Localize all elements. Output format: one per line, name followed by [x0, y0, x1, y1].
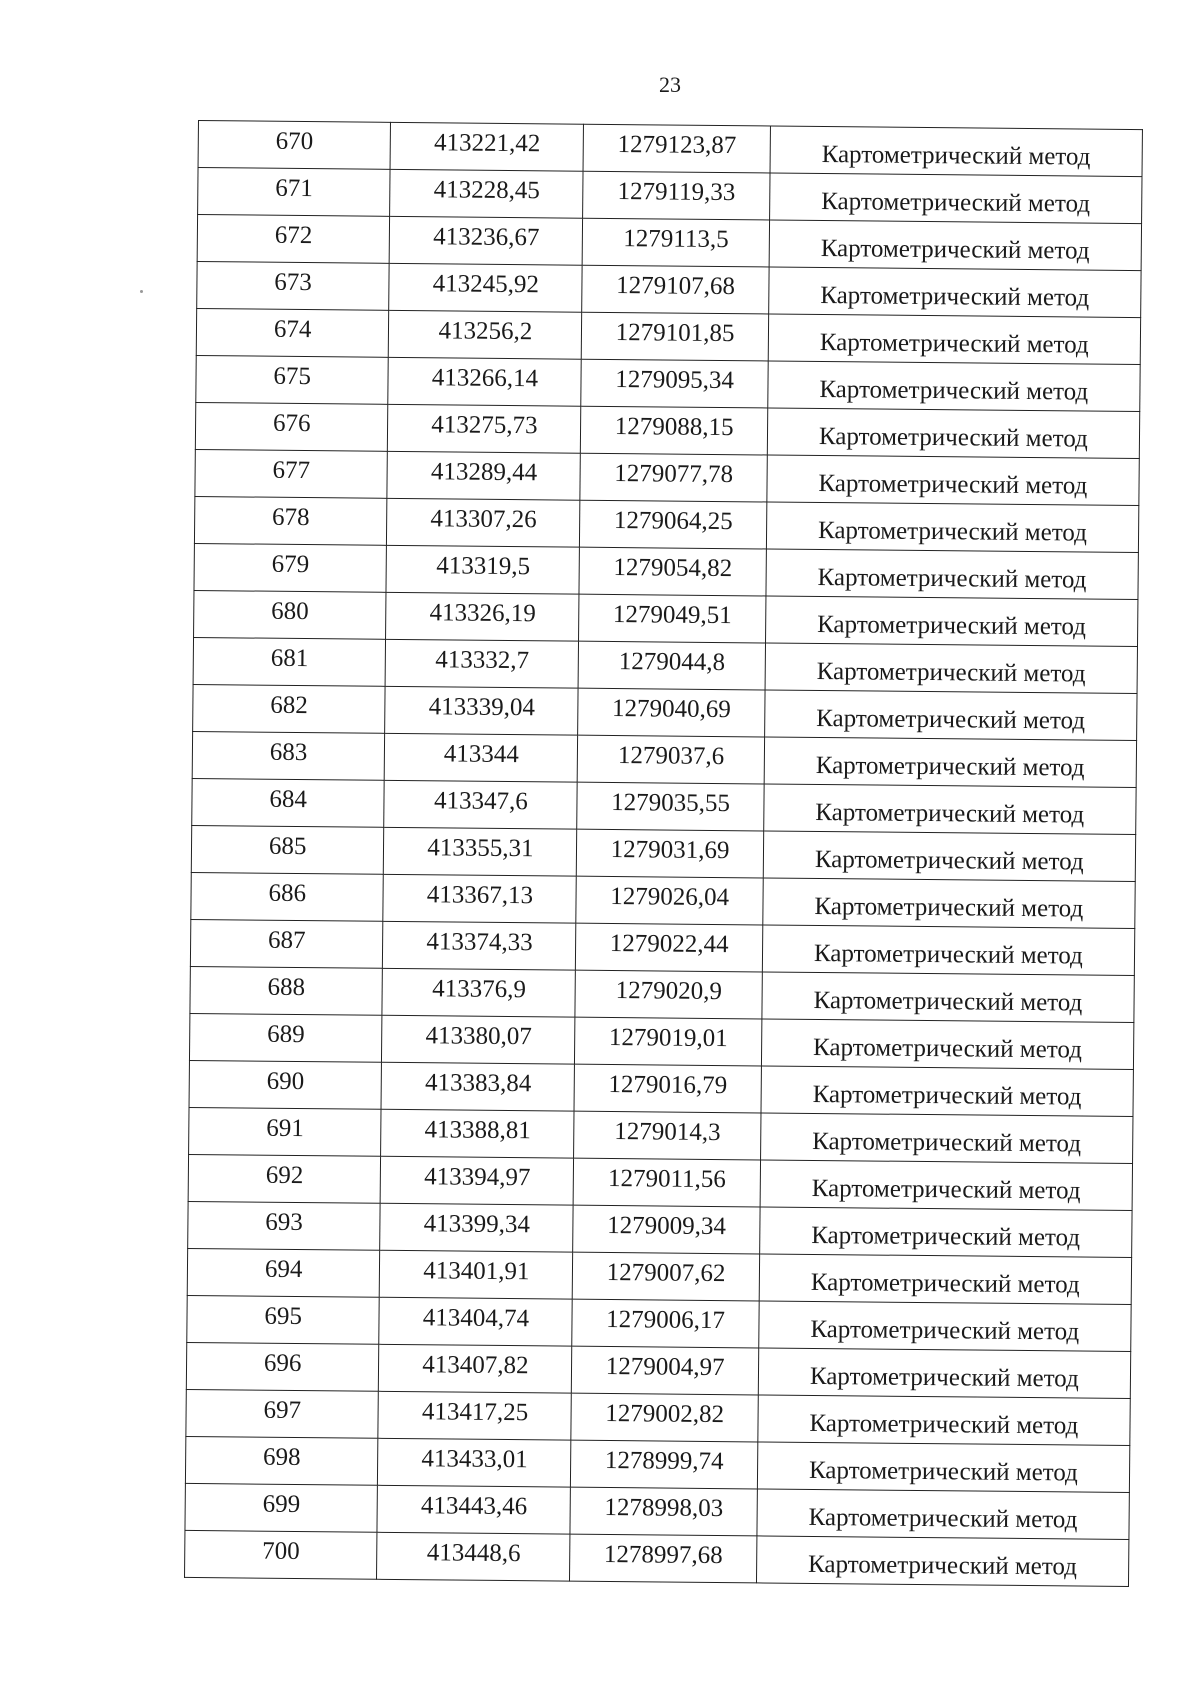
x-coordinate-cell — [388, 404, 582, 453]
y-coordinate-cell-text: 1279119,33 — [617, 177, 736, 206]
method-cell — [765, 643, 1138, 694]
method-cell-text: Картометрический метод — [809, 1362, 1079, 1393]
x-coordinate-cell-text: 413339,04 — [428, 692, 536, 721]
x-coordinate-cell — [382, 1015, 576, 1064]
x-coordinate-cell-text: 413394,97 — [424, 1162, 531, 1191]
y-coordinate-cell — [579, 547, 766, 596]
table-row — [185, 1530, 1129, 1586]
method-cell-text: Картометрический метод — [809, 1409, 1079, 1440]
y-coordinate-cell — [581, 406, 768, 455]
y-coordinate-cell-text: 1279107,68 — [616, 271, 736, 300]
method-cell-text: Картометрический метод — [814, 845, 1084, 876]
method-cell-text: Картометрический метод — [808, 1503, 1078, 1534]
point-number-cell — [185, 1436, 378, 1485]
scan-speck — [140, 290, 143, 293]
point-number-cell-text: 685 — [268, 832, 307, 860]
point-number-cell-text: 672 — [274, 221, 313, 249]
coordinates-table-body — [185, 121, 1143, 1587]
point-number-cell-text: 680 — [271, 597, 309, 625]
point-number-cell-text: 698 — [262, 1443, 301, 1471]
method-cell-text: Картометрический метод — [810, 1268, 1080, 1299]
method-cell — [758, 1395, 1131, 1446]
point-number-cell — [186, 1342, 379, 1391]
y-coordinate-cell — [573, 1252, 760, 1301]
point-number-cell — [190, 919, 383, 968]
method-cell-text: Картометрический метод — [813, 986, 1083, 1017]
y-coordinate-cell — [580, 453, 767, 502]
point-number-cell — [186, 1389, 379, 1438]
method-cell-text: Картометрический метод — [811, 1174, 1081, 1205]
y-coordinate-cell — [570, 1534, 757, 1583]
x-coordinate-cell-text: 413388,81 — [424, 1115, 531, 1144]
method-cell — [768, 314, 1141, 365]
x-coordinate-cell — [380, 1203, 574, 1252]
x-coordinate-cell-text: 413374,33 — [426, 927, 533, 956]
x-coordinate-cell — [385, 639, 579, 688]
method-cell — [763, 784, 1136, 835]
y-coordinate-cell-text: 1279040,69 — [611, 694, 731, 723]
x-coordinate-cell-text: 413236,67 — [433, 222, 540, 251]
y-coordinate-cell — [574, 1158, 761, 1207]
x-coordinate-cell — [389, 310, 583, 359]
x-coordinate-cell — [381, 1062, 575, 1111]
method-cell — [763, 878, 1136, 929]
y-coordinate-cell-text: 1279064,25 — [613, 506, 733, 535]
point-number-cell-text: 697 — [263, 1396, 302, 1424]
point-number-cell — [191, 825, 384, 874]
x-coordinate-cell-text: 413326,19 — [429, 598, 536, 627]
x-coordinate-cell — [390, 122, 584, 171]
point-number-cell — [196, 308, 389, 357]
method-cell-text: Картометрический метод — [820, 281, 1090, 312]
method-cell-text: Картометрический метод — [815, 798, 1085, 829]
point-number-cell-text: 677 — [272, 456, 311, 484]
method-cell — [757, 1489, 1130, 1540]
x-coordinate-cell — [388, 357, 582, 406]
y-coordinate-cell — [570, 1487, 757, 1536]
y-coordinate-cell-text: 1278999,74 — [604, 1446, 724, 1475]
y-coordinate-cell — [583, 171, 770, 220]
y-coordinate-cell-text: 1279077,78 — [614, 459, 734, 488]
point-number-cell-text: 700 — [262, 1537, 300, 1565]
x-coordinate-cell — [381, 1109, 575, 1158]
method-cell — [767, 408, 1140, 459]
method-cell-text: Картометрический метод — [812, 1127, 1082, 1158]
y-coordinate-cell-text: 1278997,68 — [603, 1540, 723, 1569]
method-cell — [769, 220, 1142, 271]
point-number-cell — [189, 1060, 382, 1109]
y-coordinate-cell — [572, 1346, 759, 1395]
y-coordinate-cell-text: 1279009,34 — [607, 1211, 727, 1240]
y-coordinate-cell — [582, 265, 769, 314]
y-coordinate-cell — [571, 1440, 758, 1489]
point-number-cell-text: 694 — [264, 1255, 303, 1283]
x-coordinate-cell-text: 413245,92 — [432, 269, 540, 298]
point-number-cell-text: 681 — [270, 644, 309, 672]
method-cell — [769, 173, 1142, 224]
method-cell — [764, 737, 1137, 788]
method-cell-text: Картометрический метод — [808, 1550, 1078, 1581]
method-cell-text: Картометрический метод — [817, 563, 1087, 594]
x-coordinate-cell — [377, 1532, 571, 1581]
method-cell-text: Картометрический метод — [813, 939, 1083, 970]
y-coordinate-cell-text: 1279037,6 — [617, 741, 725, 770]
x-coordinate-cell — [387, 451, 581, 500]
y-coordinate-cell — [579, 641, 766, 690]
y-coordinate-cell — [576, 876, 763, 925]
method-cell — [763, 831, 1136, 882]
y-coordinate-cell-text: 1279022,44 — [609, 929, 729, 958]
point-number-cell-text: 675 — [273, 362, 312, 390]
method-cell — [757, 1442, 1130, 1493]
point-number-cell — [196, 355, 389, 404]
point-number-cell-text: 679 — [271, 550, 310, 578]
point-number-cell-text: 684 — [269, 785, 308, 813]
y-coordinate-cell-text: 1279035,55 — [611, 788, 731, 817]
y-coordinate-cell-text: 1279095,34 — [615, 365, 735, 394]
y-coordinate-cell — [578, 688, 765, 737]
method-cell-text: Картометрический метод — [812, 1033, 1083, 1064]
x-coordinate-cell — [377, 1485, 571, 1534]
y-coordinate-cell-text: 1279054,82 — [613, 553, 733, 582]
x-coordinate-cell-text: 413399,34 — [423, 1209, 531, 1238]
method-cell-text: Картометрический метод — [821, 187, 1091, 218]
point-number-cell-text: 674 — [273, 315, 312, 343]
point-number-cell-text: 676 — [272, 409, 311, 437]
x-coordinate-cell — [380, 1156, 574, 1205]
point-number-cell — [195, 402, 388, 451]
x-coordinate-cell — [384, 780, 578, 829]
point-number-cell — [187, 1295, 380, 1344]
point-number-cell — [192, 778, 385, 827]
method-cell — [759, 1207, 1132, 1258]
x-coordinate-cell — [390, 216, 584, 265]
point-number-cell — [188, 1154, 381, 1203]
point-number-cell-text: 690 — [266, 1067, 305, 1095]
x-coordinate-cell-text: 413443,46 — [420, 1491, 528, 1520]
y-coordinate-cell-text: 1279113,5 — [623, 224, 729, 253]
x-coordinate-cell — [379, 1344, 573, 1393]
page-number: 23 — [659, 72, 681, 97]
x-coordinate-cell-text: 413275,73 — [431, 410, 538, 439]
y-coordinate-cell — [578, 735, 765, 784]
x-coordinate-cell-text: 413228,45 — [433, 175, 541, 204]
point-number-cell — [189, 1107, 382, 1156]
x-coordinate-cell-text: 413448,6 — [426, 1538, 521, 1567]
point-number-cell — [194, 590, 387, 639]
y-coordinate-cell-text: 1279088,15 — [614, 412, 734, 441]
y-coordinate-cell-text: 1279004,97 — [605, 1352, 725, 1381]
point-number-cell — [190, 966, 383, 1015]
method-cell-text: Картометрический метод — [820, 234, 1090, 265]
y-coordinate-cell — [574, 1111, 761, 1160]
point-number-cell — [197, 215, 390, 264]
x-coordinate-cell — [383, 921, 577, 970]
x-coordinate-cell-text: 413433,01 — [421, 1444, 528, 1473]
method-cell — [767, 455, 1140, 506]
method-cell — [768, 267, 1141, 318]
method-cell — [765, 596, 1138, 647]
y-coordinate-cell — [574, 1064, 761, 1113]
x-coordinate-cell-text: 413404,74 — [422, 1303, 530, 1332]
method-cell-text: Картометрический метод — [815, 751, 1085, 782]
y-coordinate-cell — [580, 500, 767, 549]
point-number-cell-text: 671 — [275, 174, 313, 202]
y-coordinate-cell — [571, 1393, 758, 1442]
point-number-cell-text: 693 — [265, 1208, 303, 1236]
x-coordinate-cell — [387, 498, 581, 547]
y-coordinate-cell-text: 1279101,85 — [615, 318, 735, 347]
y-coordinate-cell-text: 1279011,56 — [607, 1164, 727, 1193]
point-number-cell — [185, 1483, 378, 1532]
x-coordinate-cell-text: 413319,5 — [436, 551, 531, 580]
x-coordinate-cell-text: 413376,9 — [432, 974, 527, 1003]
y-coordinate-cell — [582, 312, 769, 361]
point-number-cell-text: 689 — [267, 1020, 305, 1048]
method-cell — [759, 1301, 1132, 1352]
x-coordinate-cell-text: 413221,42 — [433, 128, 541, 157]
y-coordinate-cell-text: 1279049,51 — [612, 600, 732, 629]
x-coordinate-cell — [389, 263, 583, 312]
y-coordinate-cell-text: 1279014,3 — [614, 1117, 721, 1146]
x-coordinate-cell-text: 413383,84 — [424, 1068, 532, 1097]
x-coordinate-cell — [385, 686, 579, 735]
method-cell — [759, 1254, 1132, 1305]
x-coordinate-cell-text: 413380,07 — [425, 1021, 532, 1050]
method-cell — [766, 549, 1139, 600]
point-number-cell-text: 692 — [265, 1161, 304, 1189]
method-cell — [760, 1160, 1133, 1211]
method-cell — [761, 1066, 1134, 1117]
y-coordinate-cell — [575, 970, 762, 1019]
x-coordinate-cell-text: 413289,44 — [430, 457, 538, 486]
method-cell-text: Картометрический метод — [819, 375, 1089, 406]
point-number-cell — [191, 872, 384, 921]
method-cell-text: Картометрический метод — [818, 422, 1088, 453]
method-cell — [761, 1019, 1134, 1070]
x-coordinate-cell-text: 413401,91 — [423, 1256, 530, 1285]
method-cell — [762, 925, 1135, 976]
point-number-cell — [194, 543, 387, 592]
point-number-cell — [195, 449, 388, 498]
y-coordinate-cell — [572, 1299, 759, 1348]
method-cell — [762, 972, 1135, 1023]
method-cell — [770, 126, 1143, 177]
x-coordinate-cell — [384, 827, 578, 876]
method-cell-text: Картометрический метод — [816, 704, 1086, 735]
method-cell — [756, 1536, 1129, 1587]
x-coordinate-cell — [380, 1250, 574, 1299]
method-cell-text: Картометрический метод — [808, 1456, 1078, 1487]
method-cell-text: Картометрический метод — [814, 892, 1084, 923]
y-coordinate-cell-text: 1279123,87 — [617, 130, 737, 159]
method-cell-text: Картометрический метод — [821, 140, 1091, 171]
x-coordinate-cell — [382, 968, 576, 1017]
method-cell-text: Картометрический метод — [818, 469, 1088, 500]
y-coordinate-cell-text: 1279026,04 — [610, 882, 730, 911]
point-number-cell-text: 699 — [262, 1490, 301, 1518]
method-cell-text: Картометрический метод — [819, 328, 1089, 359]
x-coordinate-cell — [383, 874, 577, 923]
point-number-cell-text: 696 — [263, 1349, 302, 1377]
x-coordinate-cell — [385, 733, 579, 782]
point-number-cell-text: 686 — [268, 879, 307, 907]
method-cell — [768, 361, 1141, 412]
x-coordinate-cell — [386, 592, 580, 641]
x-coordinate-cell-text: 413344 — [443, 739, 519, 768]
y-coordinate-cell-text: 1279002,82 — [605, 1399, 725, 1428]
point-number-cell — [197, 261, 390, 310]
method-cell-text: Картометрический метод — [817, 516, 1087, 547]
point-number-cell — [192, 731, 385, 780]
y-coordinate-cell-text: 1279031,69 — [610, 835, 730, 864]
point-number-cell — [193, 684, 386, 733]
method-cell-text: Картометрический метод — [811, 1221, 1081, 1252]
point-number-cell — [187, 1248, 380, 1297]
y-coordinate-cell — [576, 923, 763, 972]
y-coordinate-cell-text: 1278998,03 — [604, 1493, 724, 1522]
point-number-cell — [188, 1201, 381, 1250]
y-coordinate-cell — [573, 1205, 760, 1254]
point-number-cell-text: 673 — [274, 268, 313, 296]
x-coordinate-cell — [378, 1438, 572, 1487]
point-number-cell-text: 682 — [270, 691, 308, 719]
point-number-cell-text: 670 — [275, 127, 314, 155]
x-coordinate-cell-text: 413347,6 — [433, 786, 528, 815]
y-coordinate-cell — [583, 218, 770, 267]
x-coordinate-cell — [379, 1297, 573, 1346]
point-number-cell — [189, 1013, 382, 1062]
coordinates-table — [184, 120, 1143, 1587]
x-coordinate-cell-text: 413307,26 — [430, 504, 537, 533]
point-number-cell-text: 678 — [272, 503, 310, 531]
method-cell — [764, 690, 1137, 741]
method-cell-text: Картометрический метод — [812, 1080, 1082, 1111]
point-number-cell-text: 695 — [264, 1302, 303, 1330]
point-number-cell — [194, 496, 387, 545]
x-coordinate-cell — [386, 545, 580, 594]
x-coordinate-cell-text: 413407,82 — [422, 1350, 529, 1379]
point-number-cell — [198, 168, 391, 217]
point-number-cell-text: 688 — [267, 973, 306, 1001]
point-number-cell-text: 691 — [266, 1114, 304, 1142]
method-cell — [760, 1113, 1133, 1164]
method-cell-text: Картометрический метод — [817, 610, 1087, 641]
x-coordinate-cell-text: 413256,2 — [438, 316, 533, 345]
y-coordinate-cell — [577, 829, 764, 878]
method-cell — [766, 502, 1139, 553]
x-coordinate-cell — [378, 1391, 572, 1440]
x-coordinate-cell-text: 413266,14 — [431, 363, 539, 392]
y-coordinate-cell — [579, 594, 766, 643]
y-coordinate-cell-text: 1279007,62 — [606, 1258, 726, 1287]
x-coordinate-cell — [390, 169, 584, 218]
y-coordinate-cell — [577, 782, 764, 831]
y-coordinate-cell — [581, 359, 768, 408]
point-number-cell-text: 683 — [269, 738, 308, 766]
point-number-cell — [198, 121, 391, 170]
x-coordinate-cell-text: 413355,31 — [427, 833, 534, 862]
y-coordinate-cell-text: 1279019,01 — [608, 1023, 728, 1052]
point-number-cell-text: 687 — [267, 926, 306, 954]
y-coordinate-cell-text: 1279006,17 — [606, 1305, 726, 1334]
method-cell — [758, 1348, 1131, 1399]
y-coordinate-cell-text: 1279044,8 — [618, 647, 726, 676]
x-coordinate-cell-text: 413417,25 — [421, 1397, 529, 1426]
method-cell-text: Картометрический метод — [816, 657, 1086, 688]
y-coordinate-cell — [575, 1017, 762, 1066]
y-coordinate-cell — [583, 124, 770, 173]
method-cell-text: Картометрический метод — [810, 1315, 1080, 1346]
point-number-cell — [193, 637, 386, 686]
point-number-cell — [185, 1530, 378, 1579]
y-coordinate-cell-text: 1279020,9 — [615, 976, 723, 1005]
x-coordinate-cell-text: 413367,13 — [426, 880, 534, 909]
y-coordinate-cell-text: 1279016,79 — [608, 1070, 728, 1099]
x-coordinate-cell-text: 413332,7 — [435, 645, 530, 674]
